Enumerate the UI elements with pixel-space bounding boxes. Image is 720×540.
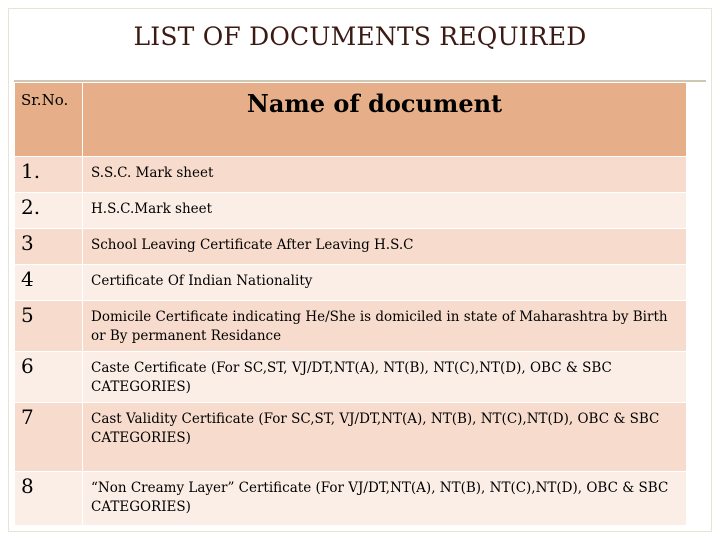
table-row [15, 193, 687, 229]
table-row [15, 265, 687, 301]
row-number: 5 [15, 301, 83, 352]
table-row [15, 157, 687, 193]
page-frame-left [8, 8, 9, 532]
row-number: 8 [15, 472, 83, 526]
table-row [15, 352, 687, 403]
document-name: School Leaving Certificate After Leaving H.S.C [83, 229, 687, 265]
document-name: “Non Creamy Layer” Certificate (For VJ/DT,NT(A), NT(B), NT(C),NT(D), OBC & SBC CATEGORIES) [83, 472, 687, 526]
documents-table [14, 82, 687, 526]
row-number: 6 [15, 352, 83, 403]
table-row [15, 472, 687, 526]
page-title: LIST OF DOCUMENTS REQUIRED [133, 22, 587, 51]
row-number: 7 [15, 403, 83, 472]
document-name: Caste Certificate (For SC,ST, VJ/DT,NT(A), NT(B), NT(C),NT(D), OBC & SBC CATEGORIES) [83, 352, 687, 403]
row-number: 1. [15, 157, 83, 193]
page-frame-top [8, 8, 712, 9]
table-row [15, 229, 687, 265]
document-name: Certificate Of Indian Nationality [83, 265, 687, 301]
row-number: 3 [15, 229, 83, 265]
row-number: 4 [15, 265, 83, 301]
table-header-row [15, 83, 687, 157]
document-name: S.S.C. Mark sheet [83, 157, 687, 193]
document-name: H.S.C.Mark sheet [83, 193, 687, 229]
header-sr-no: Sr.No. [15, 83, 83, 157]
page-frame-bottom [8, 531, 712, 532]
table-row [15, 301, 687, 352]
document-name: Domicile Certificate indicating He/She is domiciled in state of Maharashtra by Birth or By permanent Residance [83, 301, 687, 352]
document-name: Cast Validity Certificate (For SC,ST, VJ/DT,NT(A), NT(B), NT(C),NT(D), OBC & SBC CATEGORIES) [83, 403, 687, 472]
header-document-name: Name of document [83, 83, 687, 157]
row-number: 2. [15, 193, 83, 229]
page-frame-right [711, 8, 712, 532]
table-row [15, 403, 687, 472]
